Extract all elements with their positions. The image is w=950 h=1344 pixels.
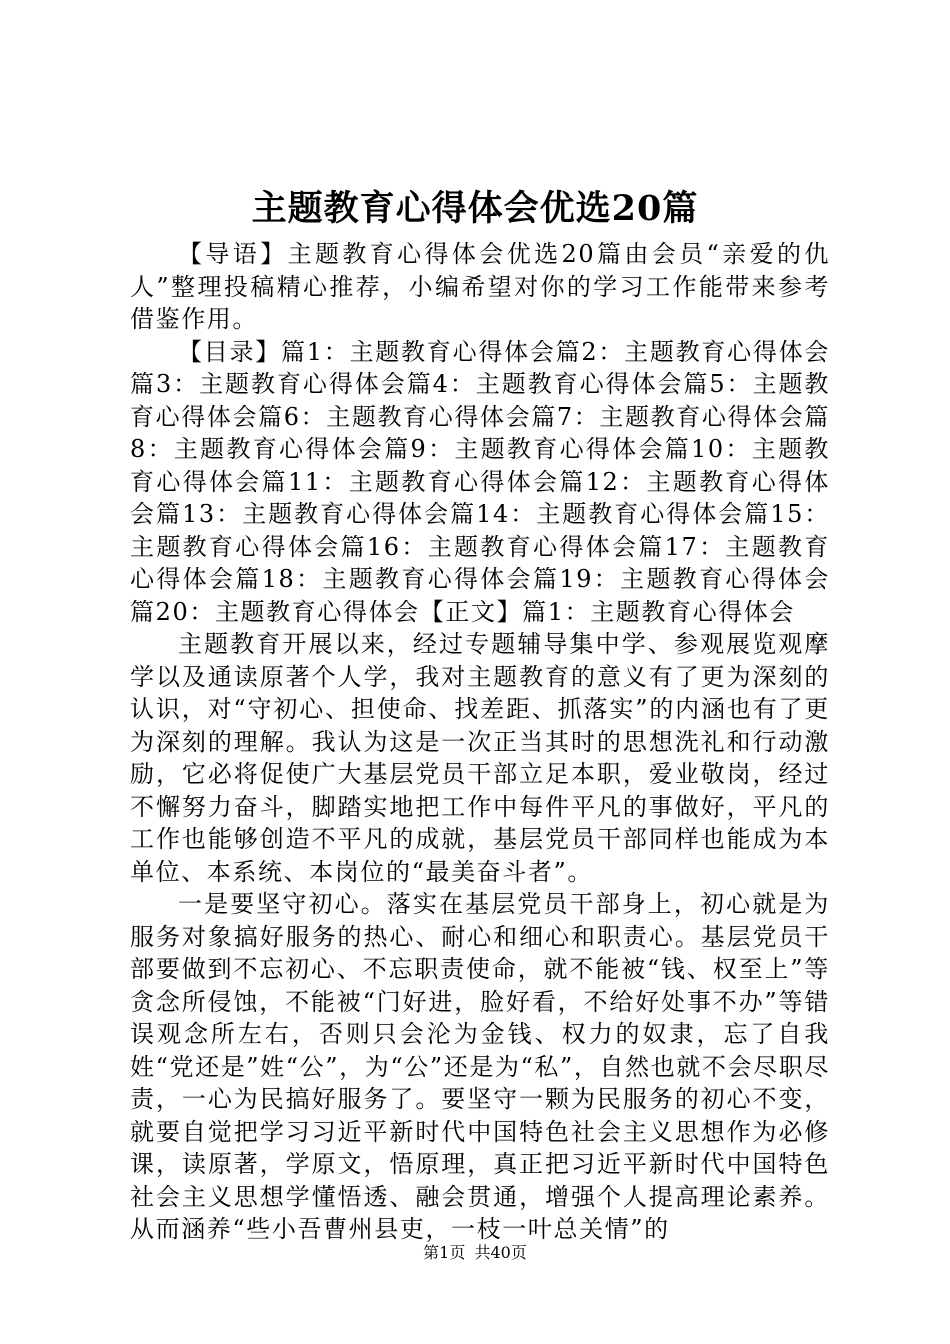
- document-body: [130, 238, 830, 1246]
- body-paragraph: 一是要坚守初心。落实在基层党员干部身上，初心就是为服务对象搞好服务的热心、耐心和细心和职责心。基层党员干部要做到不忘初心、不忘职责使命，就不能被“钱、权至上”等贪念所侵蚀，不能被“门好进，脸好看，不给好处事不办”等错误观念所左右，否则只会沦为金钱、权力的奴隶，忘了自我姓“党还是”姓“公”，为“公”还是为“私”，自然也就不会尽职尽责，一心为民搞好服务了。要坚守一颗为民服务的初心不变，就要自觉把学习习近平新时代中国特色社会主义思想作为必修课，读原著，学原文，悟原理，真正把习近平新时代中国特色社会主义思想学懂悟透、融会贯通，增强个人提高理论素养。从而涵养“些小吾曹州县吏，一枝一叶总关情”的: [130, 890, 830, 1243]
- intro-paragraph: 【导语】主题教育心得体会优选20篇由会员“亲爱的仇人”整理投稿精心推荐，小编希望对你的学习工作能带来参考借鉴作用。: [130, 240, 830, 333]
- page-footer: [0, 1242, 950, 1264]
- page-number: 第1页: [423, 1243, 466, 1262]
- body-paragraph: 主题教育开展以来，经过专题辅导集中学、参观展览观摩学以及通读原著个人学，我对主题教育的意义有了更为深刻的认识，对“守初心、担使命、找差距、抓落实”的内涵也有了更为深刻的理解。我认为这是一次正当其时的思想洗礼和行动激励，它必将促使广大基层党员干部立足本职，爱业敬岗，经过不懈努力奋斗，脚踏实地把工作中每件平凡的事做好，平凡的工作也能够创造不平凡的成就，基层党员干部同样也能成为本单位、本系统、本岗位的“最美奋斗者”。: [130, 630, 830, 886]
- document-title: 主题教育心得体会优选20篇: [251, 188, 699, 229]
- table-of-contents-paragraph: 【目录】篇1：主题教育心得体会篇2：主题教育心得体会篇3：主题教育心得体会篇4：主题教育心得体会篇5：主题教育心得体会篇6：主题教育心得体会篇7：主题教育心得体会篇8：主题教育心得体会篇9：主题教育心得体会篇10：主题教育心得体会篇11：主题教育心得体会篇12：主题教育心得体会篇13：主题教育心得体会篇14：主题教育心得体会篇15：主题教育心得体会篇16：主题教育心得体会篇17：主题教育心得体会篇18：主题教育心得体会篇19：主题教育心得体会篇20：主题教育心得体会【正文】篇1：主题教育心得体会: [130, 337, 830, 626]
- page-total: 共40页: [474, 1243, 527, 1262]
